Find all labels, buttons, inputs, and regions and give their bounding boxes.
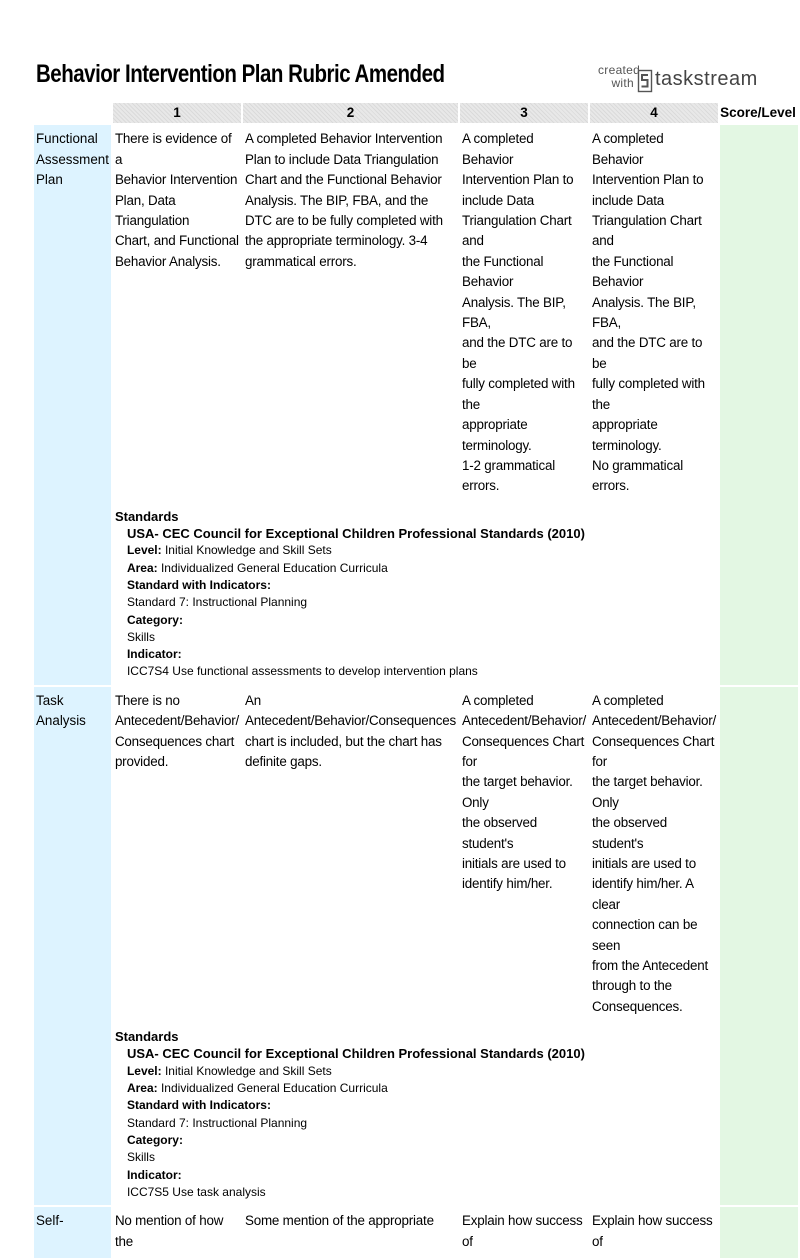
level-1-description: No mention of how the [114,1213,224,1249]
table-row [34,125,798,502]
score-cell[interactable] [720,125,798,684]
score-level-header: Score/Level [720,103,798,123]
standards-row [34,505,798,685]
level-3-description: A completed Antecedent/Behavior/ Consequences Chart for the target behavior. Only the observed student's initials are used to identify him/her. [461,692,587,892]
level-header-3: 3 [460,103,588,123]
criterion-task-analysis: Task Analysis [34,687,111,1205]
standards-block: Standards USA- CEC Council for Exceptional Children Professional Standards (2010) Level: Initial Knowledge and Skill Sets Area: Individualized General Education Curricula Standard with Indicators: Standard 7: Instructional Planning Category: Skills Indicator: ICC7S4 Use functional assessments to develop intervention plans [114,508,585,679]
taskstream-mark-icon [638,70,652,92]
criterion-self: Self- [34,1207,111,1258]
level-2-description: A completed Behavior Intervention Plan to include Data Triangulation Chart and the Functional Behavior Analysis. The BIP, FBA, and the DTC are to be fully completed with the appropriate terminology. 3-4 grammatical errors. [244,131,443,269]
level-4-description: A completed Antecedent/Behavior/ Consequences Chart for the target behavior. Only the observed student's initials are used to identify him/her. A clear connection can be seen from the Antecedent through to the Consequences. [592,692,717,1014]
level-header-1: 1 [113,103,241,123]
level-2-description: An Antecedent/Behavior/Consequences chart is included, but the chart has definite gaps. [244,692,456,769]
standards-block: Standards USA- CEC Council for Exceptional Children Professional Standards (2010) Level: Initial Knowledge and Skill Sets Area: Individualized General Education Curricula Standard with Indicators: Standard 7: Instructional Planning Category: Skills Indicator: ICC7S5 Use task analysis [114,1029,585,1199]
page-title: Behavior Intervention Plan Rubric Amended [36,60,445,88]
rubric-header-row [34,103,798,123]
logo-brand-text: taskstream [655,68,758,90]
logo-created-text: created with [598,63,641,90]
taskstream-logo [598,63,758,100]
level-4-description: A completed Behavior Intervention Plan to include Data Triangulation Chart and the Functional Behavior Analysis. The BIP, FBA, and the DTC are to be fully completed with the appropriate terminology. No grammatical errors. [592,131,705,494]
header-blank [34,103,111,123]
level-3-description: Explain how success of [461,1213,583,1249]
table-row [34,687,798,1024]
level-3-description: A completed Behavior Intervention Plan to include Data Triangulation Chart and the Functional Behavior Analysis. The BIP, FBA, and the DTC are to be fully completed with the appropriate terminology. 1-2 grammatical errors. [461,131,575,494]
rubric-table [32,101,800,1260]
level-2-description: Some mention of the appropriate [244,1213,434,1229]
level-header-2: 2 [243,103,458,123]
level-1-description: There is no Antecedent/Behavior/ Consequences chart provided. [114,692,239,769]
table-row [34,1207,798,1258]
level-header-4: 4 [590,103,718,123]
score-cell[interactable] [720,1207,798,1258]
level-1-description: There is evidence of a Behavior Intervention Plan, Data Triangulation Chart, and Functional Behavior Analysis. [114,131,239,269]
score-cell[interactable] [720,687,798,1205]
standards-row [34,1025,798,1205]
criterion-functional-assessment-plan: Functional Assessment Plan [34,125,111,684]
level-4-description: Explain how success of [592,1213,713,1249]
